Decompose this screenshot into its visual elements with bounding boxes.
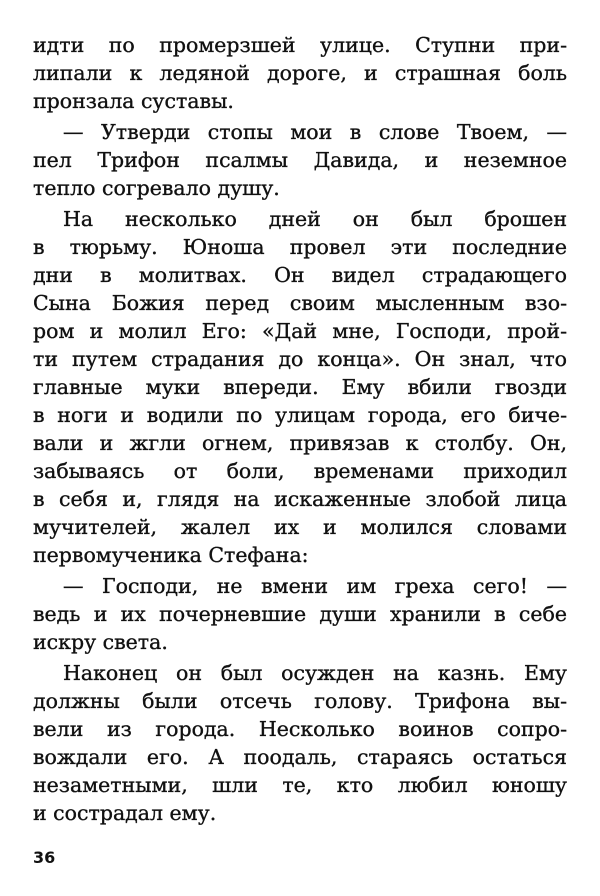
paragraph bbox=[33, 31, 567, 115]
text-line: вели из города. Несколько воинов сопро- bbox=[33, 717, 567, 741]
text-line: идти по промерзшей улице. Ступни при- bbox=[33, 33, 567, 57]
text-line: — Утверди стопы мои в слове Твоем, — bbox=[63, 120, 567, 144]
text-line: На несколько дней он был брошен bbox=[63, 207, 567, 231]
text-line: первомученика Стефана: bbox=[33, 543, 309, 567]
text-line: искру света. bbox=[33, 630, 168, 654]
paragraph bbox=[33, 205, 567, 569]
text-line: вали и жгли огнем, привязав к столбу. Он, bbox=[33, 431, 567, 455]
text-line: в тюрьму. Юноша провел эти последние bbox=[33, 235, 567, 259]
text-line: в ноги и водили по улицам города, его биче- bbox=[33, 403, 567, 427]
text-line: незаметными, шли те, кто любил юношу bbox=[33, 773, 567, 797]
text-line: ти путем страдания до конца». Он знал, что bbox=[33, 347, 567, 371]
text-line: пронзала суставы. bbox=[33, 89, 234, 113]
text-line: вождали его. А поодаль, стараясь остаться bbox=[33, 745, 567, 769]
text-line: в себя и, глядя на искаженные злобой лица bbox=[33, 487, 567, 511]
text-line: Сына Божия перед своим мысленным взо- bbox=[33, 291, 567, 315]
text-line: забываясь от боли, временами приходил bbox=[33, 459, 567, 483]
paragraph bbox=[33, 118, 567, 202]
text-line: ведь и их почерневшие души хранили в себе bbox=[33, 602, 567, 626]
paragraph bbox=[33, 659, 567, 827]
text-line: должны были отсечь голову. Трифона вы- bbox=[33, 689, 567, 713]
text-line: главные муки впереди. Ему вбили гвозди bbox=[33, 375, 567, 399]
page-number: 36 bbox=[33, 848, 56, 867]
text-line: тепло согревало душу. bbox=[33, 176, 280, 200]
text-line: дни в молитвах. Он видел страдающего bbox=[33, 263, 567, 287]
page-body bbox=[33, 31, 567, 830]
text-line: липали к ледяной дороге, и страшная боль bbox=[33, 61, 567, 85]
text-line: и сострадал ему. bbox=[33, 801, 217, 825]
paragraph bbox=[33, 572, 567, 656]
text-line: — Господи, не вмени им греха сего! — bbox=[63, 574, 567, 598]
text-line: ром и молил Его: «Дай мне, Господи, прой- bbox=[33, 319, 567, 343]
text-line: пел Трифон псалмы Давида, и неземное bbox=[33, 148, 567, 172]
text-line: Наконец он был осужден на казнь. Ему bbox=[63, 661, 567, 685]
text-line: мучителей, жалел их и молился словами bbox=[33, 515, 567, 539]
